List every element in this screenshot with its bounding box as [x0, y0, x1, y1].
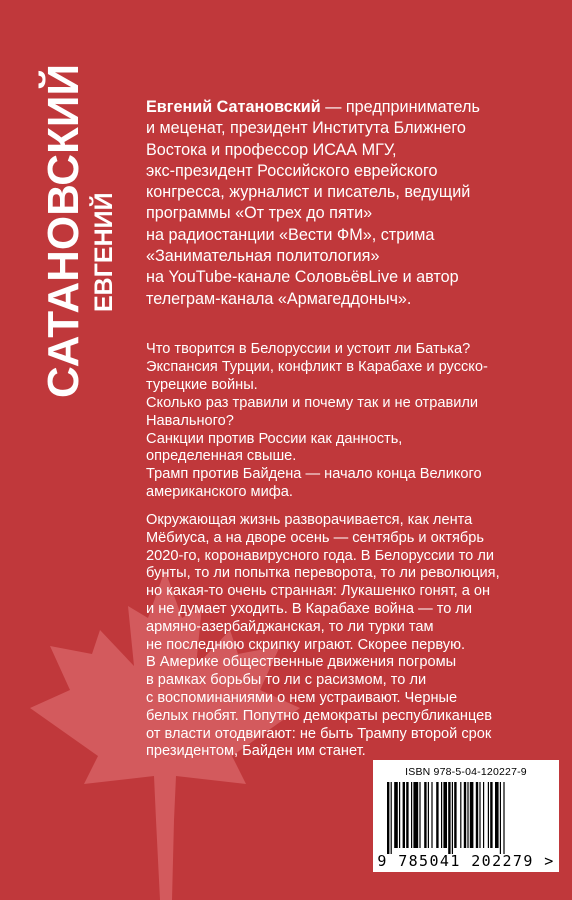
barcode-bar — [476, 782, 478, 848]
bio-line: на YouTube-канале СоловьёвLive и автор — [146, 268, 459, 287]
teaser-questions — [146, 341, 556, 502]
question-line: Трамп против Байдена — начало конца Великого — [146, 466, 482, 483]
barcode-bar — [483, 782, 484, 848]
blurb-line: в рамках борьбы то ли с расизмом, то ли — [146, 672, 427, 689]
barcode-bar — [394, 782, 398, 848]
bio-line: экс-президент Российского еврейского — [146, 161, 438, 180]
bio-line: на радиостанции «Вести ФМ», стрима — [146, 225, 435, 244]
barcode-panel — [373, 760, 559, 872]
blurb-line: Окружающая жизнь разворачивается, как лента — [146, 512, 473, 528]
question-line: Навального? — [146, 412, 234, 429]
barcode-bar — [419, 782, 420, 848]
bio-author-name: Евгений Сатановский — [146, 98, 321, 116]
blurb-line: и не думает уходить. В Карабахе война — то ли — [146, 600, 473, 617]
barcode-bar — [448, 782, 450, 854]
barcode-bar — [424, 782, 426, 848]
barcode-bar — [436, 782, 438, 848]
question-line: Что творится в Белоруссии и устоит ли Батька? — [146, 341, 471, 357]
blurb-paragraph — [146, 512, 556, 761]
barcode-bar — [411, 782, 412, 848]
bio-line: телеграм-канала «Армагеддоныч». — [146, 289, 412, 308]
blurb-line: от власти отодвигают: не быть Трампу второй срок — [146, 725, 492, 742]
barcode-bar — [490, 782, 492, 848]
blurb-line: президентом, Байден им станет. — [146, 743, 366, 760]
bio-line: программы «От трех до пяти» — [146, 204, 373, 223]
barcode-bar — [428, 782, 429, 848]
bio-line: «Занимательная политология» — [146, 247, 380, 266]
barcode-bar — [406, 782, 408, 848]
blurb-line: бунты, то ли попытка переворота, то ли революция, — [146, 565, 500, 582]
author-surname: САТАНОВСКИЙ — [39, 63, 88, 398]
blurb-line: армяно-азербайджанская, то ли турки там — [146, 618, 434, 635]
barcode-digits: 9 785041 202279 > — [377, 852, 555, 870]
barcode-bar — [403, 782, 405, 848]
barcode-bar — [399, 782, 400, 848]
bio-line: и меценат, президент Института Ближнего — [146, 119, 466, 138]
barcode-bar — [464, 782, 466, 848]
question-line: Экспансия Турции, конфликт в Карабахе и русско- — [146, 358, 488, 375]
barcode-bar — [387, 782, 389, 854]
isbn-label: ISBN 978-5-04-120227-9 — [405, 766, 527, 778]
blurb-line: но какая-то очень странная: Лукашенко гонят, а он — [146, 583, 491, 600]
barcode-bar — [470, 782, 474, 848]
author-bio — [146, 97, 556, 310]
question-line: американского мифа. — [146, 484, 293, 501]
blurb-line: не последнюю скрипку играют. Скорее первую. — [146, 636, 466, 653]
question-line: определенная свыше. — [146, 448, 297, 465]
blurb-line: Мёбиуса, а на дворе осень — сентябрь и октябрь — [146, 529, 484, 546]
barcode-bar — [454, 782, 456, 848]
barcode-bar — [441, 782, 442, 848]
barcode-bar — [495, 782, 499, 848]
barcode-bar — [431, 782, 432, 848]
barcode-icon — [383, 782, 549, 854]
blurb-line: с воспоминаниями о нем устраивают. Черные — [146, 689, 458, 706]
barcode-bar — [467, 782, 468, 848]
author-first-name: ЕВГЕНИЙ — [90, 192, 118, 312]
bio-line: конгресса, журналист и писатель, ведущий — [146, 183, 471, 202]
question-line: Сколько раз травили и почему так и не отравили — [146, 394, 479, 411]
blurb-line: 2020-го, коронавирусного года. В Белоруссии то ли — [146, 547, 494, 564]
barcode-bar — [479, 782, 480, 848]
blurb-line: белых гнобят. Попутно демократы республиканцев — [146, 707, 493, 724]
barcode-bar — [391, 782, 392, 854]
barcode-bar — [443, 782, 447, 848]
barcode-bar — [413, 782, 418, 848]
bio-line: Востока и профессор ИСАА МГУ, — [146, 140, 397, 159]
blurb-line: В Америке общественные движения погромы — [146, 654, 457, 671]
spine-title — [39, 63, 140, 400]
question-line: турецкие войны. — [146, 376, 258, 393]
question-line: Санкции против России как данность, — [146, 430, 403, 447]
barcode-bar — [488, 782, 489, 848]
barcode-bar — [460, 782, 461, 848]
barcode-bar — [500, 782, 501, 854]
barcode-bar — [503, 782, 504, 854]
bio-line: — предприниматель — [320, 98, 480, 116]
barcode-bar — [452, 782, 453, 854]
